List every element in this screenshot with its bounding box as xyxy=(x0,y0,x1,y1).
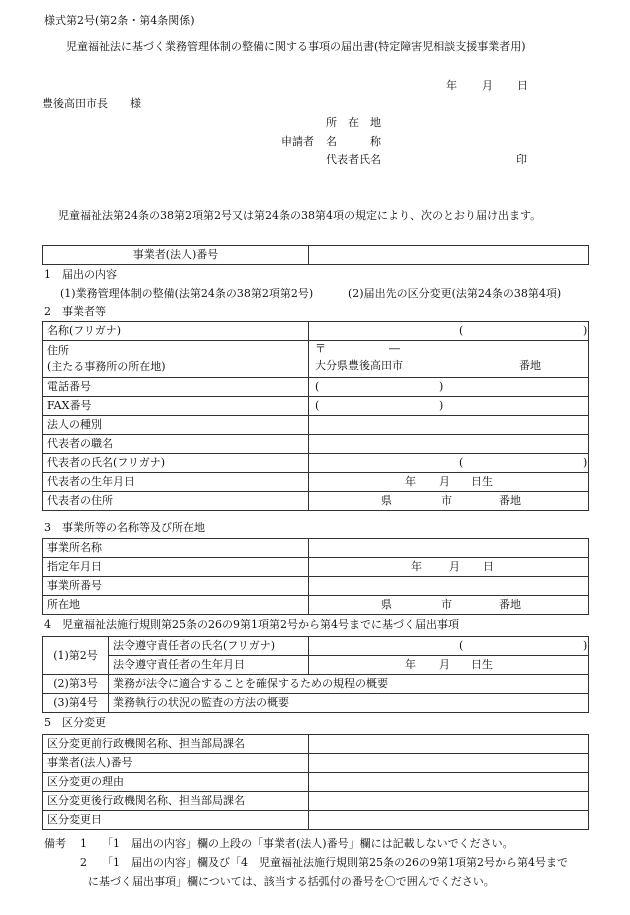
next-agency-label: 区分変更後行政機関名称、担当部局課名 xyxy=(43,792,309,811)
rep-birth-label: 代表者の生年月日 xyxy=(43,473,309,492)
prev-agency-field[interactable] xyxy=(309,735,589,754)
applicant-name-label: 名 称 xyxy=(326,135,381,148)
item2-text[interactable]: 業務が法令に適合することを確保するための規程の概要 xyxy=(109,675,589,694)
note1-number: 1 xyxy=(80,837,87,850)
applicant-label: 申請者 xyxy=(281,135,314,148)
section4-heading: 4 児童福祉法施行規則第25条の26の9第1項第2号から第4号までに基づく届出事項 xyxy=(44,618,459,631)
item3-text[interactable]: 業務執行の状況の監査の方法の概要 xyxy=(109,694,589,713)
business-number-value[interactable] xyxy=(309,246,589,265)
office-number-field[interactable] xyxy=(309,577,589,596)
location-field[interactable]: 県 市 番地 xyxy=(309,596,589,615)
addressee: 豊後高田市長 様 xyxy=(42,97,141,110)
address-field[interactable]: 〒 ― 大分県豊後高田市 番地 xyxy=(309,341,589,378)
change-reason-label: 区分変更の理由 xyxy=(43,773,309,792)
note2-text-line2: に基づく届出事項」欄については、該当する括弧付の番号を〇で囲んでください。 xyxy=(88,875,495,888)
change-date-field[interactable] xyxy=(309,811,589,830)
section5-heading: 5 区分変更 xyxy=(44,716,106,729)
section4-table xyxy=(42,636,589,713)
section1-option2[interactable]: (2)届出先の区分変更(法第24条の38第4項) xyxy=(348,287,562,300)
fax-field[interactable]: ( ) xyxy=(309,397,589,416)
applicant-rep-label: 代表者氏名 xyxy=(326,153,381,166)
compliance-officer-name-field[interactable]: ( ) xyxy=(309,637,589,656)
document-title: 児童福祉法に基づく業務管理体制の整備に関する事項の届出書(特定障害児相談支援事業者用) xyxy=(66,40,526,53)
corp-type-field[interactable] xyxy=(309,416,589,435)
rep-name-label: 代表者の氏名(フリガナ) xyxy=(43,454,309,473)
intro-text: 児童福祉法第24条の38第2項第2号又は第24条の38第4項の規定により、次のとおり届け出ます。 xyxy=(58,209,542,222)
fax-label: FAX番号 xyxy=(43,397,309,416)
section1-option1[interactable]: (1)業務管理体制の整備(法第24条の38第2項第2号) xyxy=(60,287,314,300)
applicant-address-label: 所 在 地 xyxy=(326,116,381,129)
rep-title-label: 代表者の職名 xyxy=(43,435,309,454)
designated-date-label: 指定年月日 xyxy=(43,558,309,577)
section3-heading: 3 事業所等の名称等及び所在地 xyxy=(44,521,205,534)
date-month: 月 xyxy=(482,79,493,92)
name-furigana-label: 名称(フリガナ) xyxy=(43,322,309,341)
compliance-officer-birth-label: 法令遵守責任者の生年月日 xyxy=(109,656,309,675)
rep-title-field[interactable] xyxy=(309,435,589,454)
office-number-label: 事業所番号 xyxy=(43,577,309,596)
office-name-label: 事業所名称 xyxy=(43,539,309,558)
notes-label: 備考 xyxy=(44,837,66,850)
designated-date-field[interactable]: 年 月 日 xyxy=(309,558,589,577)
business-number-field-2[interactable] xyxy=(309,754,589,773)
section1-heading: 1 届出の内容 xyxy=(44,268,117,281)
prev-agency-label: 区分変更前行政機関名称、担当部局課名 xyxy=(43,735,309,754)
corp-type-label: 法人の種別 xyxy=(43,416,309,435)
next-agency-field[interactable] xyxy=(309,792,589,811)
location-label: 所在地 xyxy=(43,596,309,615)
city-text: 大分県豊後高田市 xyxy=(315,359,403,372)
rep-address-label: 代表者の住所 xyxy=(43,492,309,511)
name-furigana-field[interactable]: ( ) xyxy=(309,322,589,341)
item2-label: (2)第3号 xyxy=(43,675,109,694)
note2-number: 2 xyxy=(80,856,87,869)
section2-heading: 2 事業者等 xyxy=(44,305,106,318)
compliance-officer-birth-field[interactable]: 年 月 日生 xyxy=(309,656,589,675)
address-label: 住所 (主たる事務所の所在地) xyxy=(43,341,309,378)
section2-table xyxy=(42,321,589,511)
date-year: 年 xyxy=(446,79,457,92)
form-number: 様式第2号(第2条・第4条関係) xyxy=(44,14,195,27)
business-number-table xyxy=(42,245,589,265)
business-number-label-2: 事業者(法人)番号 xyxy=(43,754,309,773)
tel-field[interactable]: ( ) xyxy=(309,378,589,397)
postal-mark: 〒 xyxy=(315,342,326,355)
note1-text: 「1 届出の内容」欄の上段の「事業者(法人)番号」欄には記載しないでください。 xyxy=(102,837,514,850)
seal-mark: 印 xyxy=(516,153,527,166)
change-reason-field[interactable] xyxy=(309,773,589,792)
rep-name-field[interactable]: ( ) xyxy=(309,454,589,473)
change-date-label: 区分変更日 xyxy=(43,811,309,830)
date-day: 日 xyxy=(517,79,528,92)
office-name-field[interactable] xyxy=(309,539,589,558)
section5-table xyxy=(42,734,589,830)
tel-label: 電話番号 xyxy=(43,378,309,397)
item1-label: (1)第2号 xyxy=(43,637,109,675)
section3-table xyxy=(42,538,589,615)
note2-text-line1: 「1 届出の内容」欄及び「4 児童福祉法施行規則第25条の26の9第1項第2号から第4号まで xyxy=(102,856,568,869)
rep-address-field[interactable]: 県 市 番地 xyxy=(309,492,589,511)
compliance-officer-name-label: 法令遵守責任者の氏名(フリガナ) xyxy=(109,637,309,656)
business-number-label: 事業者(法人)番号 xyxy=(43,246,309,265)
item3-label: (3)第4号 xyxy=(43,694,109,713)
rep-birth-field[interactable]: 年 月 日生 xyxy=(309,473,589,492)
